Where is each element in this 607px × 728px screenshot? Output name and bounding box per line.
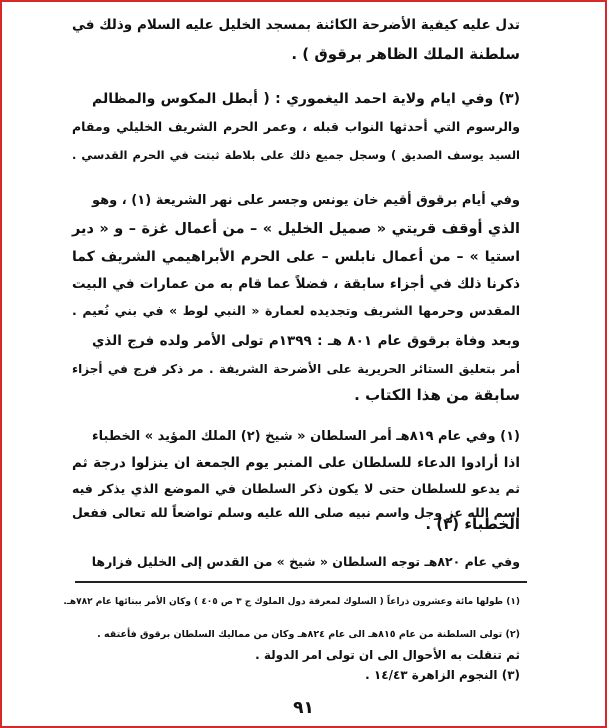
page-number: ٩١ — [293, 698, 314, 718]
footnote-divider — [75, 581, 527, 583]
text-line: سلطنة الملك الظاهر برقوق ) . — [291, 45, 520, 63]
text-line: (٣) وفي ايام ولاية احمد اليغموري : ( أبطل المكوس والمظالم — [92, 91, 520, 107]
text-line: (١) وفي عام ٨١٩هـ أمر السلطان « شيخ (٢) الملك المؤيد » الخطباء — [92, 429, 520, 444]
text-line: وفي عام ٨٢٠هـ توجه السلطان « شيخ » من القدس إلى الخليل فزارها — [91, 554, 520, 569]
text-line: استيا » – من أعمال نابلس – على الحرم الأبراهيمي الشريف كما — [72, 249, 520, 265]
text-line: وفي أيام برقوق أقيم خان يونس وجسر على نهر الشريعة (١) ، وهو — [92, 193, 520, 208]
text-line: اذا أرادوا الدعاء للسلطان على المنبر يوم الجمعة ان ينزلوا درجة ثم — [72, 455, 520, 471]
text-line: والرسوم التي أحدثها النواب قبله ، وعمر الحرم الشريف الخليلي ومقام — [72, 119, 520, 134]
text-line: أمر بتعليق الستائر الحريرية على الأضرحة الشريفة . مر ذكر فرج في أجزاء — [72, 362, 520, 376]
text-line: الذي أوقف قريتي « صميل الخليل » – من أعمال غزة – و « دير — [72, 221, 520, 237]
text-line: المقدس وحرمها الشريف وتجديده لعمارة « النبي لوط » في بني نُعيم . — [72, 303, 520, 318]
footnote: (٣) النجوم الزاهرة ١٤/٤٣ . — [365, 668, 520, 682]
text-line: ذكرنا ذلك في أجزاء سابقة ، فضلاً عما قام به من عمارات في البيت — [72, 276, 520, 292]
text-line: سابقة من هذا الكتاب . — [354, 386, 520, 404]
text-line: ثم يدعو للسلطان حتى لا يكون ذكر السلطان في الموضع الذي يذكر فيه — [72, 481, 520, 496]
text-line: الخطباء (٣) . — [425, 515, 520, 533]
footnote: ثم تنقلت به الأحوال الى ان تولى امر الدولة . — [255, 648, 520, 662]
text-line: السيد يوسف الصديق ) وسجل جميع ذلك على بلاطة ثبتت في الحرم القدسي . — [72, 148, 520, 162]
footnote: (٢) تولى السلطنة من عام ٨١٥هـ الى عام ٨٢٤هـ وكان من مماليك السلطان برقوق فأعتقه . — [97, 629, 520, 640]
text-line: اسم الله عز وجل واسم نبيه صلى الله عليه وسلم تواضعاً لله تعالى ففعل — [72, 505, 520, 520]
text-line: وبعد وفاة برقوق عام ٨٠١ هـ : ١٣٩٩م تولى الأمر ولده فرج الذي — [92, 333, 521, 349]
text-line: تدل عليه كيفية الأضرحة الكائنة بمسجد الخليل عليه السلام وذلك في — [72, 17, 520, 33]
footnote: (١) طولها مائة وعشرون ذراعاً ( السلوك لمعرفة دول الملوك ج ٣ ص ٤٠٥ ) وكان الأمر ببنائها عام ٧٨٢هـ. — [63, 597, 520, 607]
